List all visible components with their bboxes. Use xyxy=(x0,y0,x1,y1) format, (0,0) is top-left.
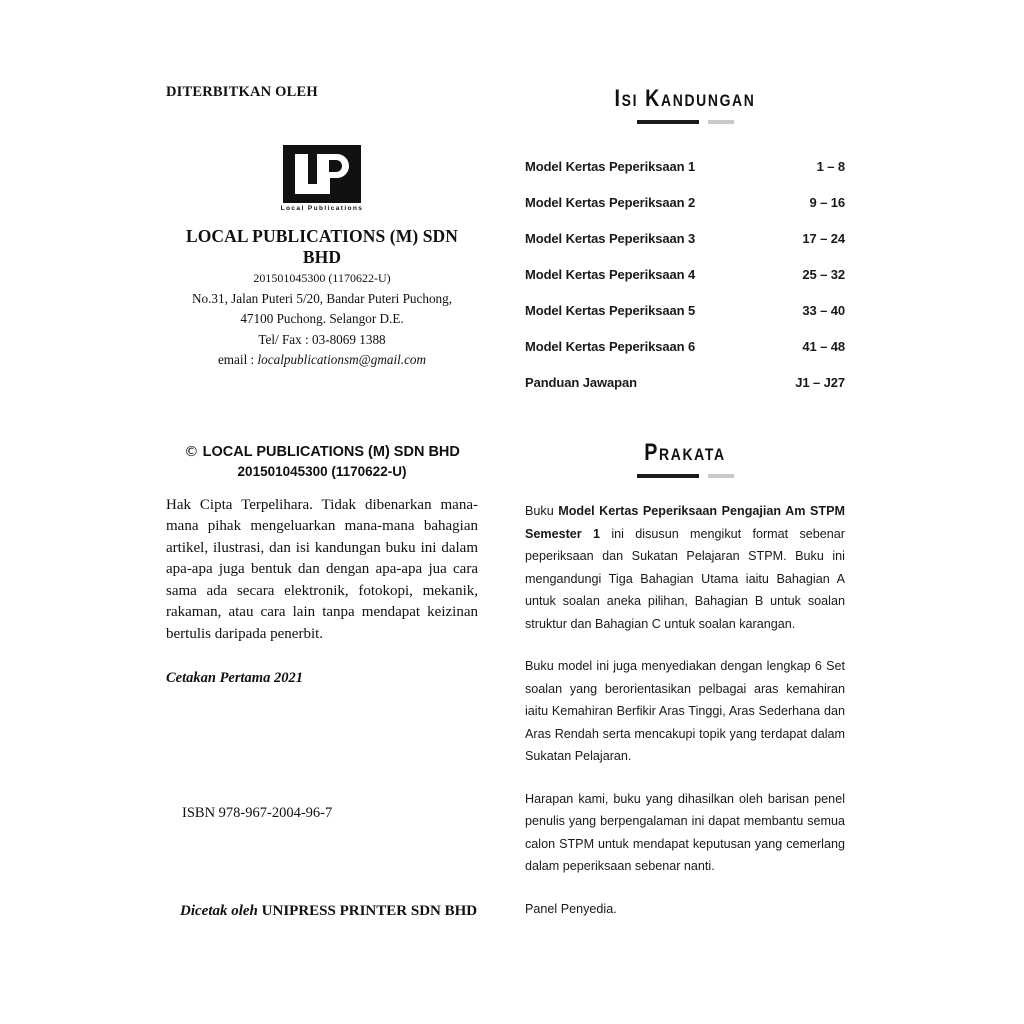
printing-edition: Cetakan Pertama 2021 xyxy=(166,670,303,686)
email-label: email : xyxy=(217,352,255,367)
toc-entry-pages: J1 – J27 xyxy=(795,374,845,390)
table-of-contents xyxy=(525,148,845,400)
toc-entry-pages: 9 – 16 xyxy=(809,194,845,210)
telephone-line: Tel/ Fax : 03-8069 1388 xyxy=(258,331,386,347)
toc-entry-pages: 33 – 40 xyxy=(802,302,845,318)
table-row xyxy=(525,364,845,400)
copyright-notice-text: Hak Cipta Terpelihara. Tidak dibenarkan mana-mana pihak mengeluarkan mana-mana bahagian artikel, ilustrasi, dan isi kandungan buku ini dalam apa-apa juga bentuk dan dengan apa-apa jua cara sama ada secara elektronik, fotokopi, mekanik, rakaman, atau cara lain tanpa mendapat keizinan bertulis daripada penerbit. xyxy=(166,496,478,642)
toc-entry-pages: 17 – 24 xyxy=(802,230,845,246)
rule-light-segment xyxy=(708,474,734,478)
table-row xyxy=(525,148,845,184)
copyright-heading xyxy=(166,443,478,481)
publisher-registration-number: 201501045300 (1170622-U) xyxy=(253,271,391,285)
address-line-2: 47100 Puchong. Selangor D.E. xyxy=(240,311,404,326)
logo-letter-p-counter xyxy=(329,160,342,172)
table-row xyxy=(525,220,845,256)
toc-entry-title: Panduan Jawapan xyxy=(525,374,637,390)
preface-heading: Prakata xyxy=(644,439,726,467)
toc-entry-title: Model Kertas Peperiksaan 4 xyxy=(525,266,696,282)
email-line xyxy=(166,350,478,371)
preface-section xyxy=(525,440,845,920)
table-row xyxy=(525,292,845,328)
preface-body xyxy=(525,500,845,920)
contents-heading: Isi Kandungan xyxy=(614,85,756,112)
preface-p1-prefix: Buku xyxy=(525,504,559,519)
preface-p1-book-title: Model Kertas Peperiksaan Pengajian Am STPM Semester 1 xyxy=(525,504,845,541)
rule-dark-segment xyxy=(637,474,699,478)
toc-entry-title: Model Kertas Peperiksaan 1 xyxy=(525,158,696,174)
publisher-label: DITERBITKAN OLEH xyxy=(166,84,318,100)
email-address: localpublicationsm@gmail.com xyxy=(257,352,427,367)
table-row xyxy=(525,184,845,220)
isbn-line: ISBN 978-967-2004-96-7 xyxy=(182,805,333,821)
rule-light-segment xyxy=(708,120,734,124)
toc-entry-pages: 41 – 48 xyxy=(802,338,845,354)
logo-caption: Local Publications xyxy=(280,205,364,212)
toc-entry-title: Model Kertas Peperiksaan 2 xyxy=(525,194,696,210)
printer-line xyxy=(180,903,477,920)
printer-name: UNIPRESS PRINTER SDN BHD xyxy=(261,903,478,919)
copyright-owner-line xyxy=(166,443,478,462)
lp-logo-icon xyxy=(283,145,361,203)
toc-entry-title: Model Kertas Peperiksaan 3 xyxy=(525,230,696,246)
publisher-address-block xyxy=(166,268,478,371)
address-line-1: No.31, Jalan Puteri 5/20, Bandar Puteri Puchong, xyxy=(191,290,453,306)
copyright-registration-number: 201501045300 (1170622-U) xyxy=(237,463,407,479)
contents-heading-rule xyxy=(525,120,845,124)
preface-paragraph-2: Buku model ini juga menyediakan dengan lengkap 6 Set soalan yang berorientasikan pelbagai aras kemahiran iaitu Kemahiran Berfikir Aras Tinggi, Aras Sederhana dan Aras Rendah serta mencakupi topik yang terdapat dalam Sukatan Pelajaran. xyxy=(525,659,845,764)
toc-entry-pages: 1 – 8 xyxy=(816,158,845,174)
table-row xyxy=(525,256,845,292)
toc-entry-pages: 25 – 32 xyxy=(802,266,845,282)
preface-signature: Panel Penyedia. xyxy=(525,901,617,916)
preface-paragraph-3: Harapan kami, buku yang dihasilkan oleh barisan penel penulis yang berpengalaman ini dapat membantu semua calon STPM untuk mendapat keputusan yang cemerlang dalam peperiksaan sebenar nanti. xyxy=(525,791,845,874)
printer-prefix: Dicetak oleh xyxy=(180,903,258,919)
copyright-icon: © xyxy=(184,443,199,460)
publisher-column xyxy=(166,84,478,687)
preface-paragraph-1 xyxy=(525,500,845,635)
copyright-owner: LOCAL PUBLICATIONS (M) SDN BHD xyxy=(202,443,460,460)
publisher-name: LOCAL PUBLICATIONS (M) SDN BHD xyxy=(185,226,459,267)
toc-entry-title: Model Kertas Peperiksaan 6 xyxy=(525,338,696,354)
preface-heading-rule xyxy=(525,474,845,478)
contents-column xyxy=(525,86,845,920)
table-row xyxy=(525,328,845,364)
toc-entry-title: Model Kertas Peperiksaan 5 xyxy=(525,302,696,318)
preface-p1-suffix: ini disusun mengikut format sebenar peperiksaan dan Sukatan Pelajaran STPM. Buku ini mengandungi Tiga Bahagian Utama iaitu Bahagian A untuk soalan aneka pilihan, Bahagian B untuk soalan struktur dan Bahagian C untuk soalan karangan. xyxy=(525,526,845,631)
publisher-logo xyxy=(166,145,478,212)
rule-dark-segment xyxy=(637,120,699,124)
